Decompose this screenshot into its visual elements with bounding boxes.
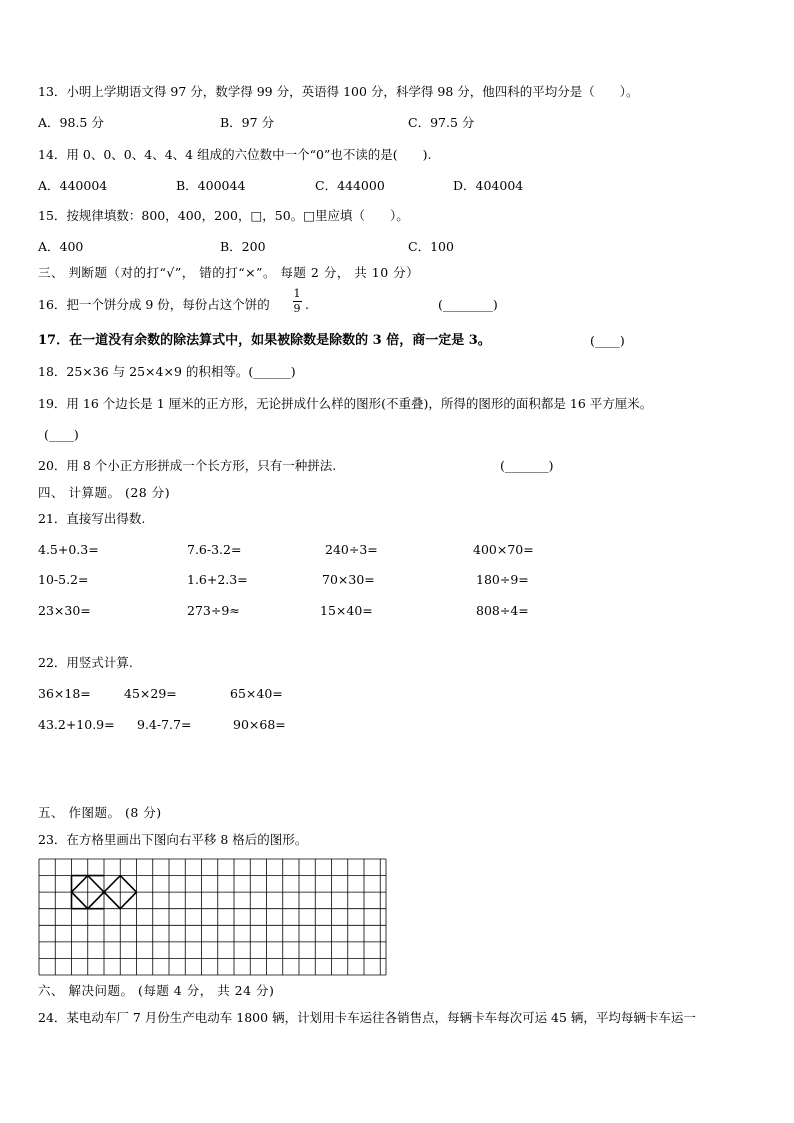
q21-item: 23×30=	[38, 603, 91, 618]
q21-item: 1.6+2.3=	[187, 572, 248, 587]
q22-item: 43.2+10.9=	[38, 717, 115, 732]
question-17: 17．在一道没有余数的除法算式中，如果被除数是除数的 3 倍，商一定是 3。	[38, 333, 491, 348]
q22-item: 65×40=	[230, 686, 283, 701]
question-16: 16．把一个饼分成 9 份，每份占这个饼的	[38, 297, 270, 312]
question-15: 15．按规律填数：800，400，200，□，50。□里应填（ ）。	[38, 208, 409, 223]
q21-item: 70×30=	[322, 572, 375, 587]
q17-answer-blank: (____)	[590, 333, 625, 348]
q13-option-a: A．98.5 分	[38, 115, 104, 130]
q15-option-b: B．200	[220, 239, 266, 254]
q21-item: 10-5.2=	[38, 572, 89, 587]
q21-item: 7.6-3.2=	[187, 542, 242, 557]
q13-option-c: C．97.5 分	[408, 115, 475, 130]
q15-option-c: C．100	[408, 239, 454, 254]
section-6-heading: 六、 解决问题。 (每题 4 分， 共 24 分)	[38, 983, 275, 998]
q14-option-b: B．400044	[176, 178, 246, 193]
grid-lines	[39, 859, 386, 975]
q21-item: 273÷9≈	[187, 603, 240, 618]
q16-period: .	[305, 297, 309, 312]
q21-item: 4.5+0.3=	[38, 542, 99, 557]
q21-item: 240÷3=	[325, 542, 378, 557]
section-5-heading: 五、 作图题。 (8 分)	[38, 805, 162, 820]
q21-item: 400×70=	[473, 542, 534, 557]
q22-item: 9.4-7.7=	[137, 717, 192, 732]
question-22: 22．用竖式计算.	[38, 655, 133, 670]
q14-option-d: D．404004	[453, 178, 524, 193]
q21-item: 180÷9=	[476, 572, 529, 587]
q13-option-b: B．97 分	[220, 115, 275, 130]
translation-grid	[38, 858, 388, 978]
section-4-heading: 四、 计算题。 (28 分)	[38, 485, 171, 500]
question-21: 21．直接写出得数.	[38, 511, 146, 526]
q14-option-c: C．444000	[315, 178, 385, 193]
question-13: 13．小明上学期语文得 97 分，数学得 99 分，英语得 100 分，科学得 98 分，他四科的平均分是（ ）。	[38, 84, 639, 99]
q22-item: 36×18=	[38, 686, 91, 701]
q16-answer-blank: (________)	[438, 297, 498, 312]
q20-answer-blank: (_______)	[500, 458, 554, 473]
question-19: 19．用 16 个边长是 1 厘米的正方形，无论拼成什么样的图形(不重叠)，所得的图形的面积都是 16 平方厘米。	[38, 396, 653, 411]
question-23: 23．在方格里画出下图向右平移 8 格后的图形。	[38, 832, 308, 847]
question-20: 20．用 8 个小正方形拼成一个长方形，只有一种拼法.	[38, 458, 337, 473]
question-14: 14．用 0、0、0、4、4、4 组成的六位数中一个“0”也不读的是( ).	[38, 147, 432, 162]
section-3-heading: 三、 判断题（对的打“√”， 错的打“×”。 每题 2 分， 共 10 分）	[38, 265, 420, 280]
q14-option-a: A．440004	[38, 178, 108, 193]
q16-fraction-numerator: 1	[293, 287, 301, 300]
q19-answer-blank: (____)	[44, 427, 79, 442]
q16-fraction-denominator: 9	[293, 302, 301, 315]
question-24: 24．某电动车厂 7 月份生产电动车 1800 辆，计划用卡车运往各销售点，每辆卡车每次可运 45 辆，平均每辆卡车运一	[38, 1010, 696, 1025]
q15-option-a: A．400	[38, 239, 84, 254]
q21-item: 15×40=	[320, 603, 373, 618]
question-18: 18．25×36 与 25×4×9 的积相等。(______)	[38, 364, 296, 379]
q22-item: 45×29=	[124, 686, 177, 701]
q22-item: 90×68=	[233, 717, 286, 732]
q21-item: 808÷4=	[476, 603, 529, 618]
